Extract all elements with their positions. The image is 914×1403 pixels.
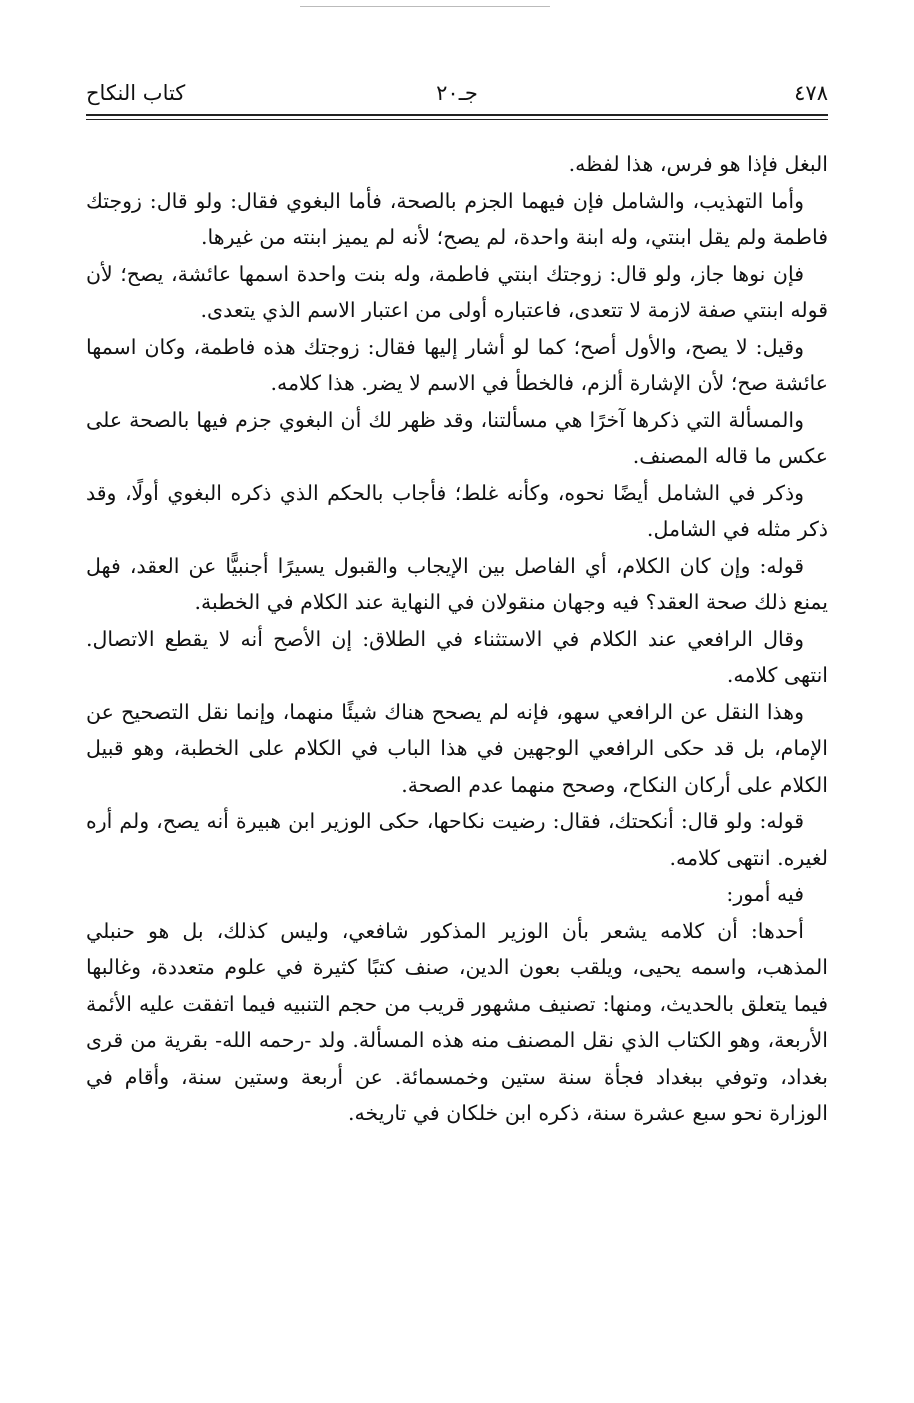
header-rule [86, 114, 828, 116]
paragraph: قوله: وإن كان الكلام، أي الفاصل بين الإيجاب والقبول يسيرًا أجنبيًّا عن العقد، فهل يمنع ذلك صحة العقد؟ فيه وجهان منقولان في النهاية عند الكلام في الخطبة. [86, 553, 828, 614]
volume-label: جـ٢٠ [436, 81, 478, 105]
top-edge-rule [300, 6, 550, 7]
page-header [86, 70, 828, 114]
paragraph: فيه أمور: [726, 882, 804, 906]
paragraph: وقال الرافعي عند الكلام في الاستثناء في الطلاق: إن الأصح أنه لا يقطع الاتصال. انتهى كلامه. [86, 626, 828, 687]
page-number: ٤٧٨ [794, 81, 828, 105]
paragraph: أحدها: أن كلامه يشعر بأن الوزير المذكور شافعي، وليس كذلك، بل هو حنبلي المذهب، واسمه يحيى، ويلقب بعون الدين، صنف كتبًا كثيرة في علوم متعددة، وغالبها فيما يتعلق بالحديث، ومنها: تصنيف مشهور قريب من حجم التنبيه فيما اتفقت عليه الأئمة الأربعة، وهو الكتاب الذي نقل المصنف منه هذه المسألة. ولد -رحمه الله- بقرية من قرى بغداد، وتوفي ببغداد فجأة سنة ستين وخمسمائة. عن أربعة وستين سنة، وأقام في الوزارة نحو سبع عشرة سنة، ذكره ابن خلكان في تاريخه. [86, 918, 828, 1125]
book-title: كتاب النكاح [86, 81, 186, 105]
paragraph: البغل فإذا هو فرس، هذا لفظه. [568, 152, 828, 176]
paragraph: وقيل: لا يصح، والأول أصح؛ كما لو أشار إليها فقال: زوجتك هذه فاطمة، وكان اسمها عائشة صح؛ لأن الإشارة ألزم، فالخطأ في الاسم لا يضر. هذا كلامه. [86, 334, 828, 395]
paragraph: قوله: ولو قال: أنكحتك، فقال: رضيت نكاحها، حكى الوزير ابن هبيرة أنه يصح، ولم أره لغيره. انتهى كلامه. [86, 809, 828, 870]
paragraph: فإن نوها جاز، ولو قال: زوجتك ابنتي فاطمة، وله بنت واحدة اسمها عائشة، يصح؛ لأن قوله ابنتي صفة لازمة لا تتعدى، فاعتباره أولى من اعتبار الاسم الذي يتعدى. [86, 261, 828, 322]
paragraph: والمسألة التي ذكرها آخرًا هي مسألتنا، وقد ظهر لك أن البغوي جزم فيها بالصحة على عكس ما قاله المصنف. [86, 407, 828, 468]
paragraph: وهذا النقل عن الرافعي سهو، فإنه لم يصحح هناك شيئًا منهما، وإنما نقل التصحيح عن الإمام، بل قد حكى الرافعي الوجهين في هذا الباب في الكلام على الخطبة، وهو قبيل الكلام على أركان النكاح، وصحح منهما عدم الصحة. [86, 699, 828, 797]
paragraph: وذكر في الشامل أيضًا نحوه، وكأنه غلط؛ فأجاب بالحكم الذي ذكره البغوي أولًا، وقد ذكر مثله في الشامل. [86, 480, 828, 541]
page-body [86, 146, 828, 1132]
header-rule-thin [86, 119, 828, 120]
paragraph: وأما التهذيب، والشامل فإن فيهما الجزم بالصحة، فأما البغوي فقال: ولو قال: زوجتك فاطمة ولم يقل ابنتي، وله ابنة واحدة، لم يصح؛ لأنه لم يميز ابنته من غيرها. [86, 188, 828, 249]
